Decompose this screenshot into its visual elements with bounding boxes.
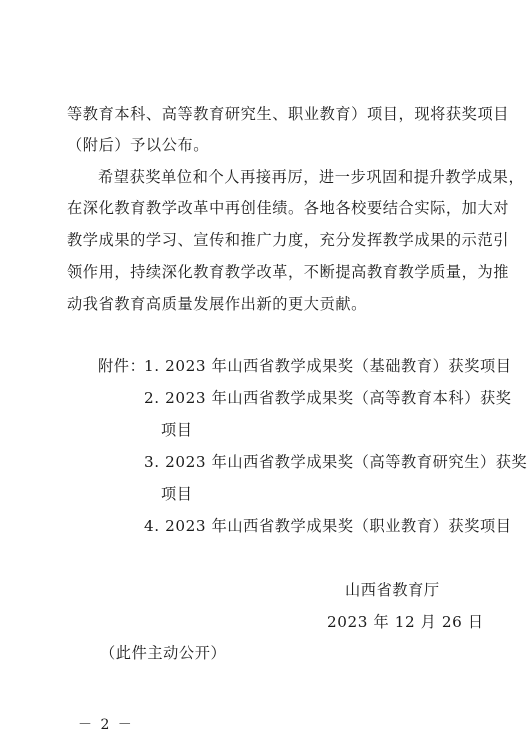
paragraph-2-line-2: 在深化教育教学改革中再创佳绩。各地各校要结合实际，加大对: [67, 199, 510, 217]
attachment-item-4: 4. 2023 年山西省教学成果奖（职业教育）获奖项目: [144, 517, 512, 535]
attachment-item-3: 3. 2023 年山西省教学成果奖（高等教育研究生）获奖: [144, 453, 528, 471]
attachments-label: 附件：: [98, 357, 146, 375]
paragraph-2-line-3: 教学成果的学习、宣传和推广力度，充分发挥教学成果的示范引: [67, 231, 510, 249]
attachment-item-2-continued: 项目: [161, 421, 193, 439]
issuer-name: 山西省教育厅: [345, 581, 440, 599]
attachment-item-1: 1. 2023 年山西省教学成果奖（基础教育）获奖项目: [144, 357, 512, 375]
paragraph-1-line-2: （附后）予以公布。: [67, 136, 210, 154]
page-number: － 2 －: [78, 717, 134, 733]
issue-date: 2023 年 12 月 26 日: [327, 613, 484, 631]
paragraph-2-line-4: 领作用，持续深化教育教学改革，不断提高教育教学质量，为推: [67, 263, 510, 281]
attachment-item-3-continued: 项目: [161, 485, 193, 503]
paragraph-1-line-1: 等教育本科、高等教育研究生、职业教育）项目，现将获奖项目: [67, 105, 510, 123]
paragraph-2-line-1: 希望获奖单位和个人再接再厉，进一步巩固和提升教学成果，: [98, 168, 525, 186]
paragraph-2-line-5: 动我省教育高质量发展作出新的更大贡献。: [67, 295, 367, 313]
disclosure-notice: （此件主动公开）: [100, 644, 227, 662]
attachment-item-2: 2. 2023 年山西省教学成果奖（高等教育本科）获奖: [144, 389, 512, 407]
